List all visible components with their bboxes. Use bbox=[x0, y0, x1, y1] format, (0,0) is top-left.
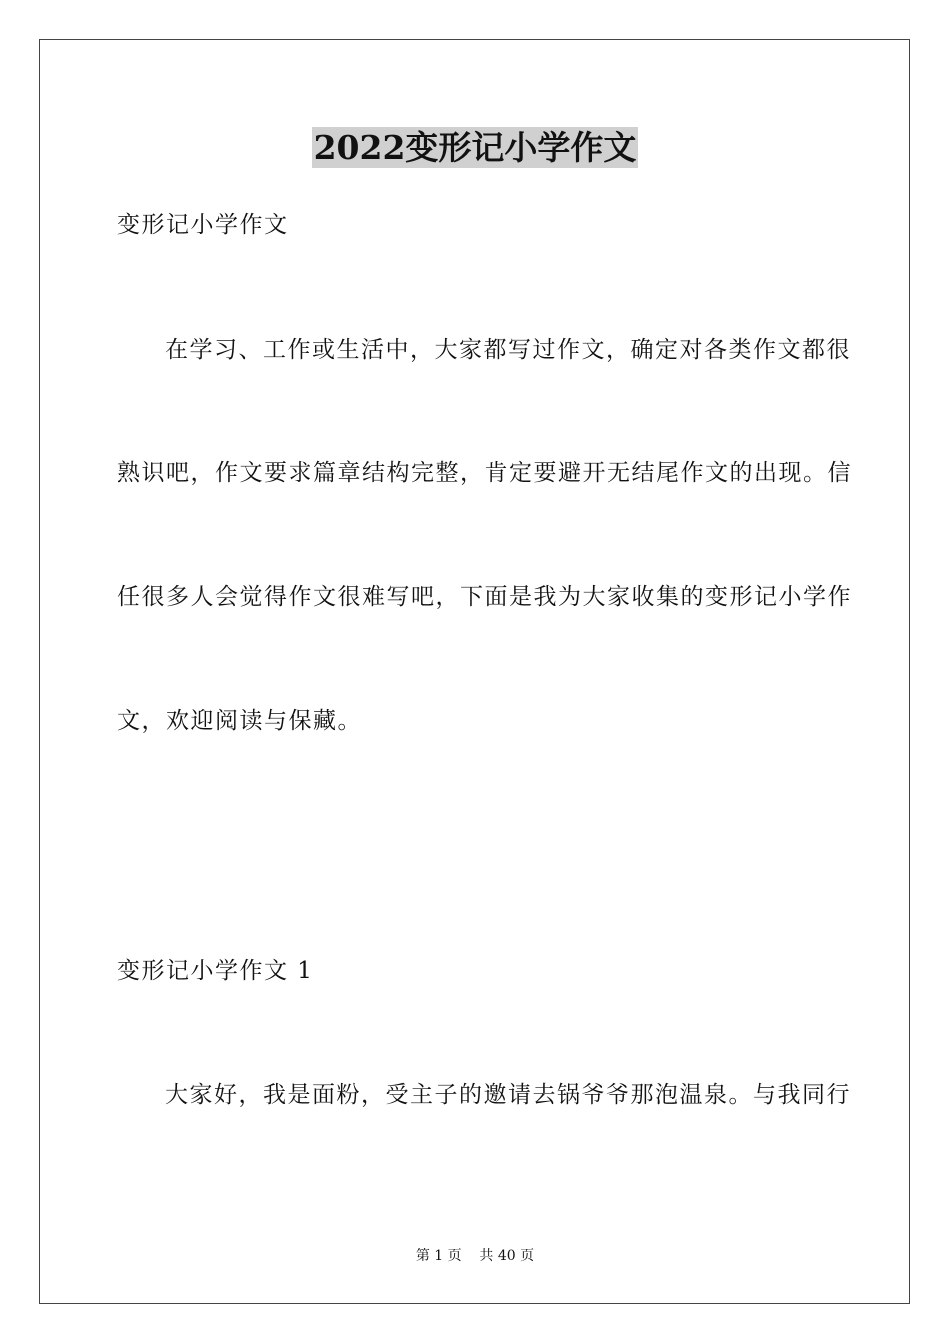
intro-line-4: 文，欢迎阅读与保藏。 bbox=[117, 708, 362, 734]
intro-line-3: 任很多人会觉得作文很难写吧，下面是我为大家收集的变形记小学作 bbox=[117, 584, 852, 610]
section-heading: 变形记小学作文 1 bbox=[117, 958, 314, 984]
document-title: 2022变形记小学作文 bbox=[313, 128, 637, 167]
intro-line-2: 熟识吧，作文要求篇章结构完整，肯定要避开无结尾作文的出现。信 bbox=[117, 460, 852, 486]
page-footer bbox=[0, 1247, 950, 1265]
title-container bbox=[0, 127, 950, 168]
page-number-text: 第 1 页 共 40 页 bbox=[415, 1248, 535, 1264]
intro-line-1: 在学习、工作或生活中，大家都写过作文，确定对各类作文都很 bbox=[165, 337, 851, 363]
section-line-1: 大家好，我是面粉，受主子的邀请去锅爷爷那泡温泉。与我同行 bbox=[165, 1082, 851, 1108]
document-subtitle: 变形记小学作文 bbox=[117, 212, 289, 238]
